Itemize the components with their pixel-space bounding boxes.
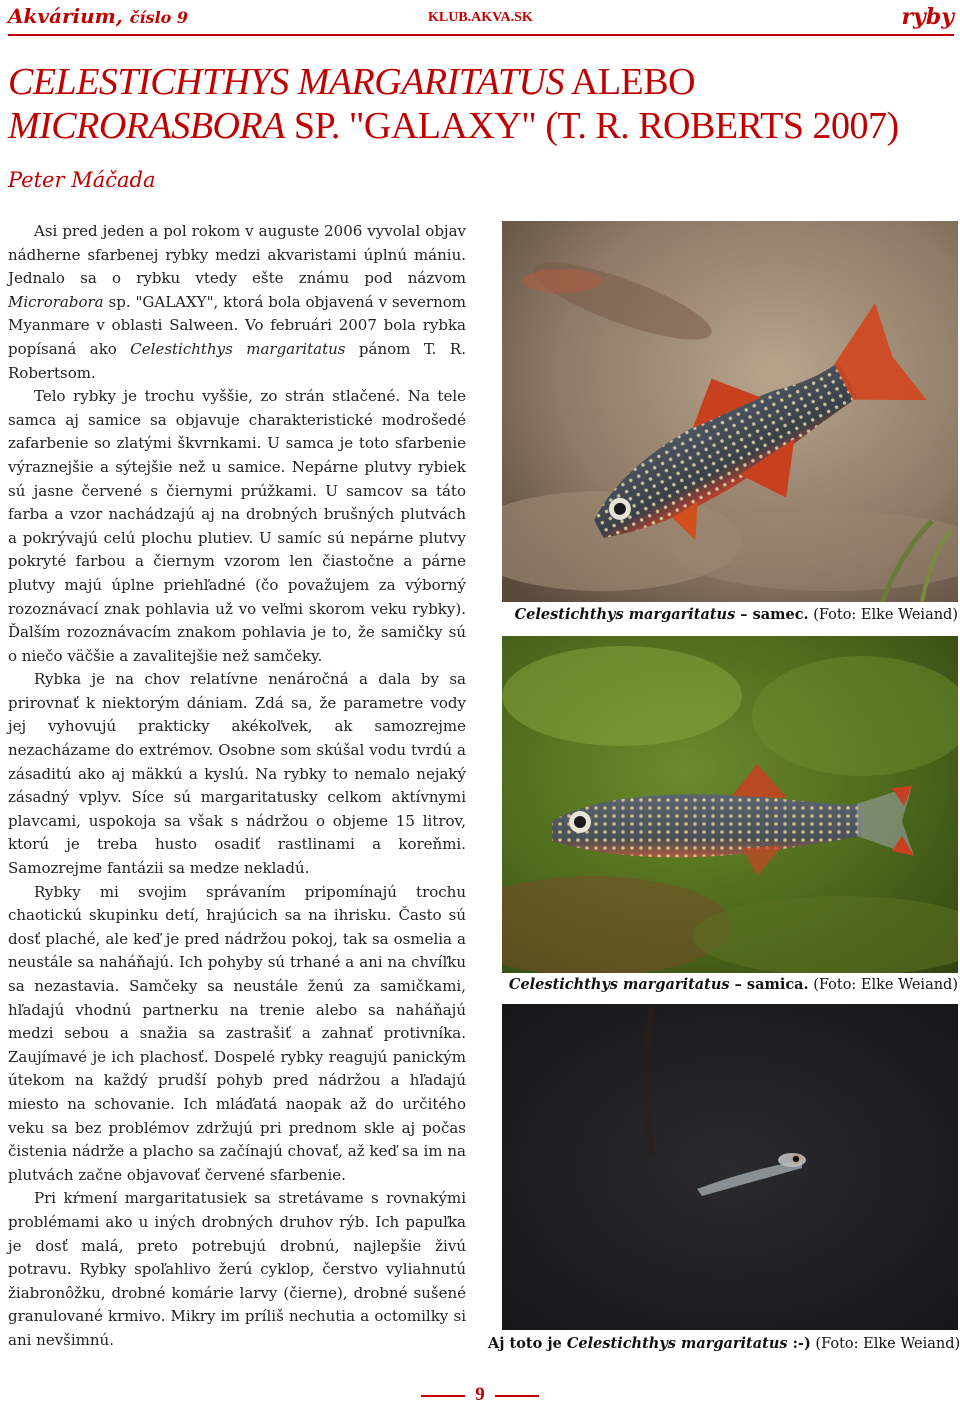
paragraph-1 (8, 220, 466, 385)
paragraph-5: Pri kŕmení margaritatusiek sa stretávame s rovnakými problémami ako u iných drobných druhov rýb. Ich papuľka je dosť malá, preto potrebujú drobnú, najlepšie živú potravu. Rybky spoľahlivo žerú cyklop, čerstvo vyliahnutú žiabronôžku, drobné komárie larvy (čierne), drobné sušené granulované krmivo. Mikry im príliš nechutia a octomilky si ani nevšimnú. (8, 1189, 466, 1349)
p1-genus: Microrabora (8, 292, 104, 311)
photo-female (502, 636, 958, 973)
magazine-name (8, 4, 188, 28)
caption-female-species: Celestichthys margaritatus (508, 976, 730, 993)
caption-fry-credit: (Foto: Elke Weiand) (810, 1336, 960, 1352)
paragraph-3: Rybka je na chov relatívne nenáročná a dala by sa prirovnať k niektorým dániam. Zdá sa, že parametre vody jej vyhovujú prakticky akékoľvek, ak samozrejme nezacházame do extrémov. Osobne som skúšal vodu tvrdú a zásaditú ako aj mäkkú a kyslú. Na rybky to nemalo nejaký zásadný vplyv. Síce sú margaritatusky celkom aktívnymi plavcami, uspokoja sa však s nádržou o objeme 15 litrov, ktorú je treba husto osadiť rastlinami a koreňmi. Samozrejme fantázii sa medze nekladú. (8, 670, 466, 878)
photo-male (502, 221, 958, 602)
title-species: CELESTICHTHYS MARGARITATUS (8, 61, 564, 103)
footer-rule-right (495, 1395, 539, 1397)
page-number: 9 (475, 1384, 485, 1405)
caption-male-species: Celestichthys margaritatus (514, 606, 736, 623)
photo-fry (502, 1004, 958, 1330)
caption-female-credit: (Foto: Elke Weiand) (808, 977, 958, 993)
p1-text-c: sp. "GALAXY", ktorá bola objavená v severnom Myanmare v oblasti Salween. Vo februári 2007 bola rybka popísaná ako (8, 292, 466, 358)
title-rest: SP. "GALAXY" (T. R. ROBERTS 2007) (293, 105, 899, 147)
p1-text-a: Asi pred jeden a pol rokom v auguste 2006 vyvolal objav nádherne sfarbenej rybky medzi akvaristami úplnú mániu. Jednalo sa o rybku vtedy ešte známu pod názvom (8, 222, 466, 288)
p1-text-e: pánom T. R. Robertsom. (8, 339, 466, 382)
caption-fry-species: Celestichthys margaritatus (566, 1335, 788, 1352)
caption-female-sex: – samica. (729, 976, 809, 993)
footer-rule-left (421, 1395, 465, 1397)
site-url[interactable]: KLUB.AKVA.SK (428, 10, 533, 25)
p1-species: Celestichthys margaritatus (130, 339, 346, 358)
section-name: ryby (901, 4, 954, 30)
caption-male-credit: (Foto: Elke Weiand) (808, 607, 958, 623)
caption-fry (488, 1335, 958, 1352)
page-footer (0, 1384, 960, 1406)
article-body (8, 220, 466, 1353)
caption-fry-suffix: :-) (787, 1335, 811, 1352)
article-title (8, 60, 948, 148)
title-alebo: ALEBO (570, 61, 696, 103)
title-genus: MICRORASBORA (8, 105, 285, 147)
page-header (8, 4, 954, 36)
paragraph-4: Rybky mi svojim správaním pripomínajú trochu chaotickú skupinku detí, hrajúcich sa na ihrisku. Často sú dosť plaché, ale keď je pred nádržou pokoj, tak sa osmelia a neustále sa naháňajú. Ich pohyby sú trhané a ani na chvíľku sa nezastavia. Samčeky sa neustále ženú za samičkami, hľadajú vhodnú partnerku na trenie alebo sa naháňajú medzi sebou a snažia sa zastrašiť a zahnať protivníka. Zaujímavé je ich plachosť. Dospelé rybky reagujú panickým útekom na každý prudší pohyb pred nádržou a hľadajú miesto na schovanie. Ich mláďatá naopak až do určitého veku sa bez problémov zdržujú pri prednom skle aj počas čistenia nádrže a placho sa začínajú chovať, až keď sa im na plutvách začne objavovať červené sfarbenie. (8, 882, 466, 1184)
paragraph-2: Telo rybky je trochu vyššie, zo strán stlačené. Na tele samca aj samice sa objavuje charakteristické modrošedé zafarbenie so zlatými škvrnkami. U samca je toto sfarbenie výraznejšie a sýtejšie než u samice. Nepárne plutvy rybiek sú jasne červené s čiernymi prúžkami. U samcov sa táto farba a vzor nachádzajú aj na drobných brušných plutvách a pokrývajú celú plochu plutiev. U samíc sú nepárne plutvy pokryté farbou a čiernym vzorom len čiastočne a párne plutvy majú úplne priehľadné (čo považujem za výborný rozoznávací znak pohlavia už vo veľmi skorom veku rybky). Ďalším rozoznávacím znakom pohlavia je to, že samičky sú o niečo väčšie a zavalitejšie než samčeky. (8, 387, 466, 665)
caption-female (488, 976, 958, 993)
article-author: Peter Máčada (8, 168, 156, 192)
caption-male (488, 606, 958, 623)
issue-number: číslo 9 (129, 8, 189, 27)
magazine-title: Akvárium, (8, 4, 123, 28)
caption-male-sex: – samec. (735, 606, 809, 623)
caption-fry-prefix: Aj toto je (488, 1335, 567, 1352)
